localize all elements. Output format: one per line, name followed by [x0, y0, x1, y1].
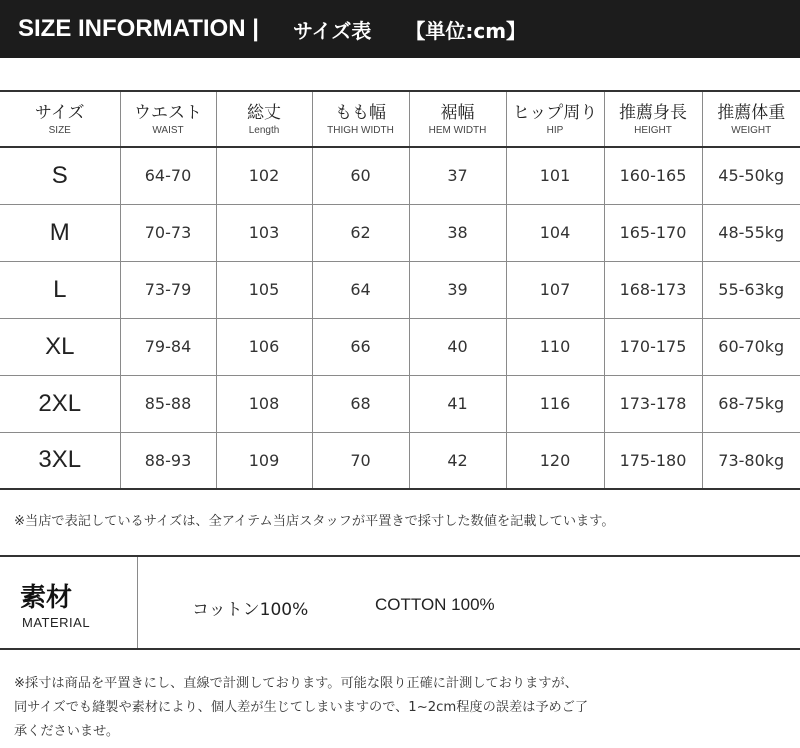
hem-width-cell: 39 [409, 261, 506, 318]
material-value-ja: コットン100% [192, 600, 309, 620]
column-header-waist: ウエスト WAIST [120, 91, 216, 147]
header-bar [0, 0, 800, 58]
size-cell: 2XL [0, 375, 120, 432]
material-value-en: COTTON 100% [375, 595, 495, 614]
disclaimer-line: 同サイズでも縫製や素材により、個人差が生じてしまいますので、1~2cm程度の誤差は予めご了 [14, 700, 589, 715]
height-cell: 175-180 [604, 432, 702, 489]
hem-width-cell: 40 [409, 318, 506, 375]
waist-cell: 88-93 [120, 432, 216, 489]
table-header-row [0, 91, 800, 147]
header-title-en: SIZE INFORMATION | [18, 15, 259, 42]
disclaimer-line: ※採寸は商品を平置きにし、直線で計測しております。可能な限り正確に計測しておりますが、 [14, 676, 578, 691]
disclaimer-line: 承くださいませ。 [14, 724, 120, 739]
weight-cell: 73-80kg [702, 432, 800, 489]
length-cell: 106 [216, 318, 312, 375]
table-row [0, 318, 800, 375]
height-cell: 168-173 [604, 261, 702, 318]
waist-cell: 79-84 [120, 318, 216, 375]
waist-cell: 70-73 [120, 204, 216, 261]
measurement-note: ※当店で表記しているサイズは、全アイテム当店スタッフが平置きで採寸した数値を記載しています。 [14, 514, 615, 529]
weight-cell: 68-75kg [702, 375, 800, 432]
hem-width-cell: 42 [409, 432, 506, 489]
table-row [0, 261, 800, 318]
hip-cell: 116 [506, 375, 604, 432]
weight-cell: 48-55kg [702, 204, 800, 261]
column-header-height: 推薦身長 HEIGHT [604, 91, 702, 147]
disclaimer-note [14, 672, 794, 744]
size-cell: XL [0, 318, 120, 375]
table-row [0, 147, 800, 204]
thigh-width-cell: 70 [312, 432, 409, 489]
header-title-ja: サイズ表 [292, 18, 372, 43]
material-label-en: MATERIAL [22, 615, 91, 630]
table-row [0, 375, 800, 432]
hip-cell: 110 [506, 318, 604, 375]
height-cell: 160-165 [604, 147, 702, 204]
hip-cell: 107 [506, 261, 604, 318]
weight-cell: 45-50kg [702, 147, 800, 204]
size-table [0, 90, 800, 490]
waist-cell: 73-79 [120, 261, 216, 318]
waist-cell: 64-70 [120, 147, 216, 204]
column-header-hem-width: 裾幅 HEM WIDTH [409, 91, 506, 147]
weight-cell: 55-63kg [702, 261, 800, 318]
size-cell: L [0, 261, 120, 318]
column-header-hip: ヒップ周り HIP [506, 91, 604, 147]
height-cell: 170-175 [604, 318, 702, 375]
hip-cell: 101 [506, 147, 604, 204]
thigh-width-cell: 68 [312, 375, 409, 432]
material-section [0, 555, 800, 650]
hem-width-cell: 41 [409, 375, 506, 432]
height-cell: 165-170 [604, 204, 702, 261]
length-cell: 109 [216, 432, 312, 489]
size-cell: S [0, 147, 120, 204]
length-cell: 103 [216, 204, 312, 261]
column-header-length: 総丈 Length [216, 91, 312, 147]
length-cell: 108 [216, 375, 312, 432]
thigh-width-cell: 62 [312, 204, 409, 261]
hem-width-cell: 37 [409, 147, 506, 204]
table-row [0, 204, 800, 261]
table-row [0, 432, 800, 489]
waist-cell: 85-88 [120, 375, 216, 432]
thigh-width-cell: 60 [312, 147, 409, 204]
weight-cell: 60-70kg [702, 318, 800, 375]
hip-cell: 104 [506, 204, 604, 261]
hip-cell: 120 [506, 432, 604, 489]
column-header-weight: 推薦体重 WEIGHT [702, 91, 800, 147]
height-cell: 173-178 [604, 375, 702, 432]
length-cell: 102 [216, 147, 312, 204]
material-label-ja: 素材 [20, 583, 73, 613]
size-cell: M [0, 204, 120, 261]
length-cell: 105 [216, 261, 312, 318]
header-unit: 【単位:cm】 [405, 18, 527, 43]
column-header-size: サイズ SIZE [0, 91, 120, 147]
material-label-box [0, 557, 138, 648]
thigh-width-cell: 66 [312, 318, 409, 375]
column-header-thigh-width: もも幅 THIGH WIDTH [312, 91, 409, 147]
hem-width-cell: 38 [409, 204, 506, 261]
thigh-width-cell: 64 [312, 261, 409, 318]
size-cell: 3XL [0, 432, 120, 489]
